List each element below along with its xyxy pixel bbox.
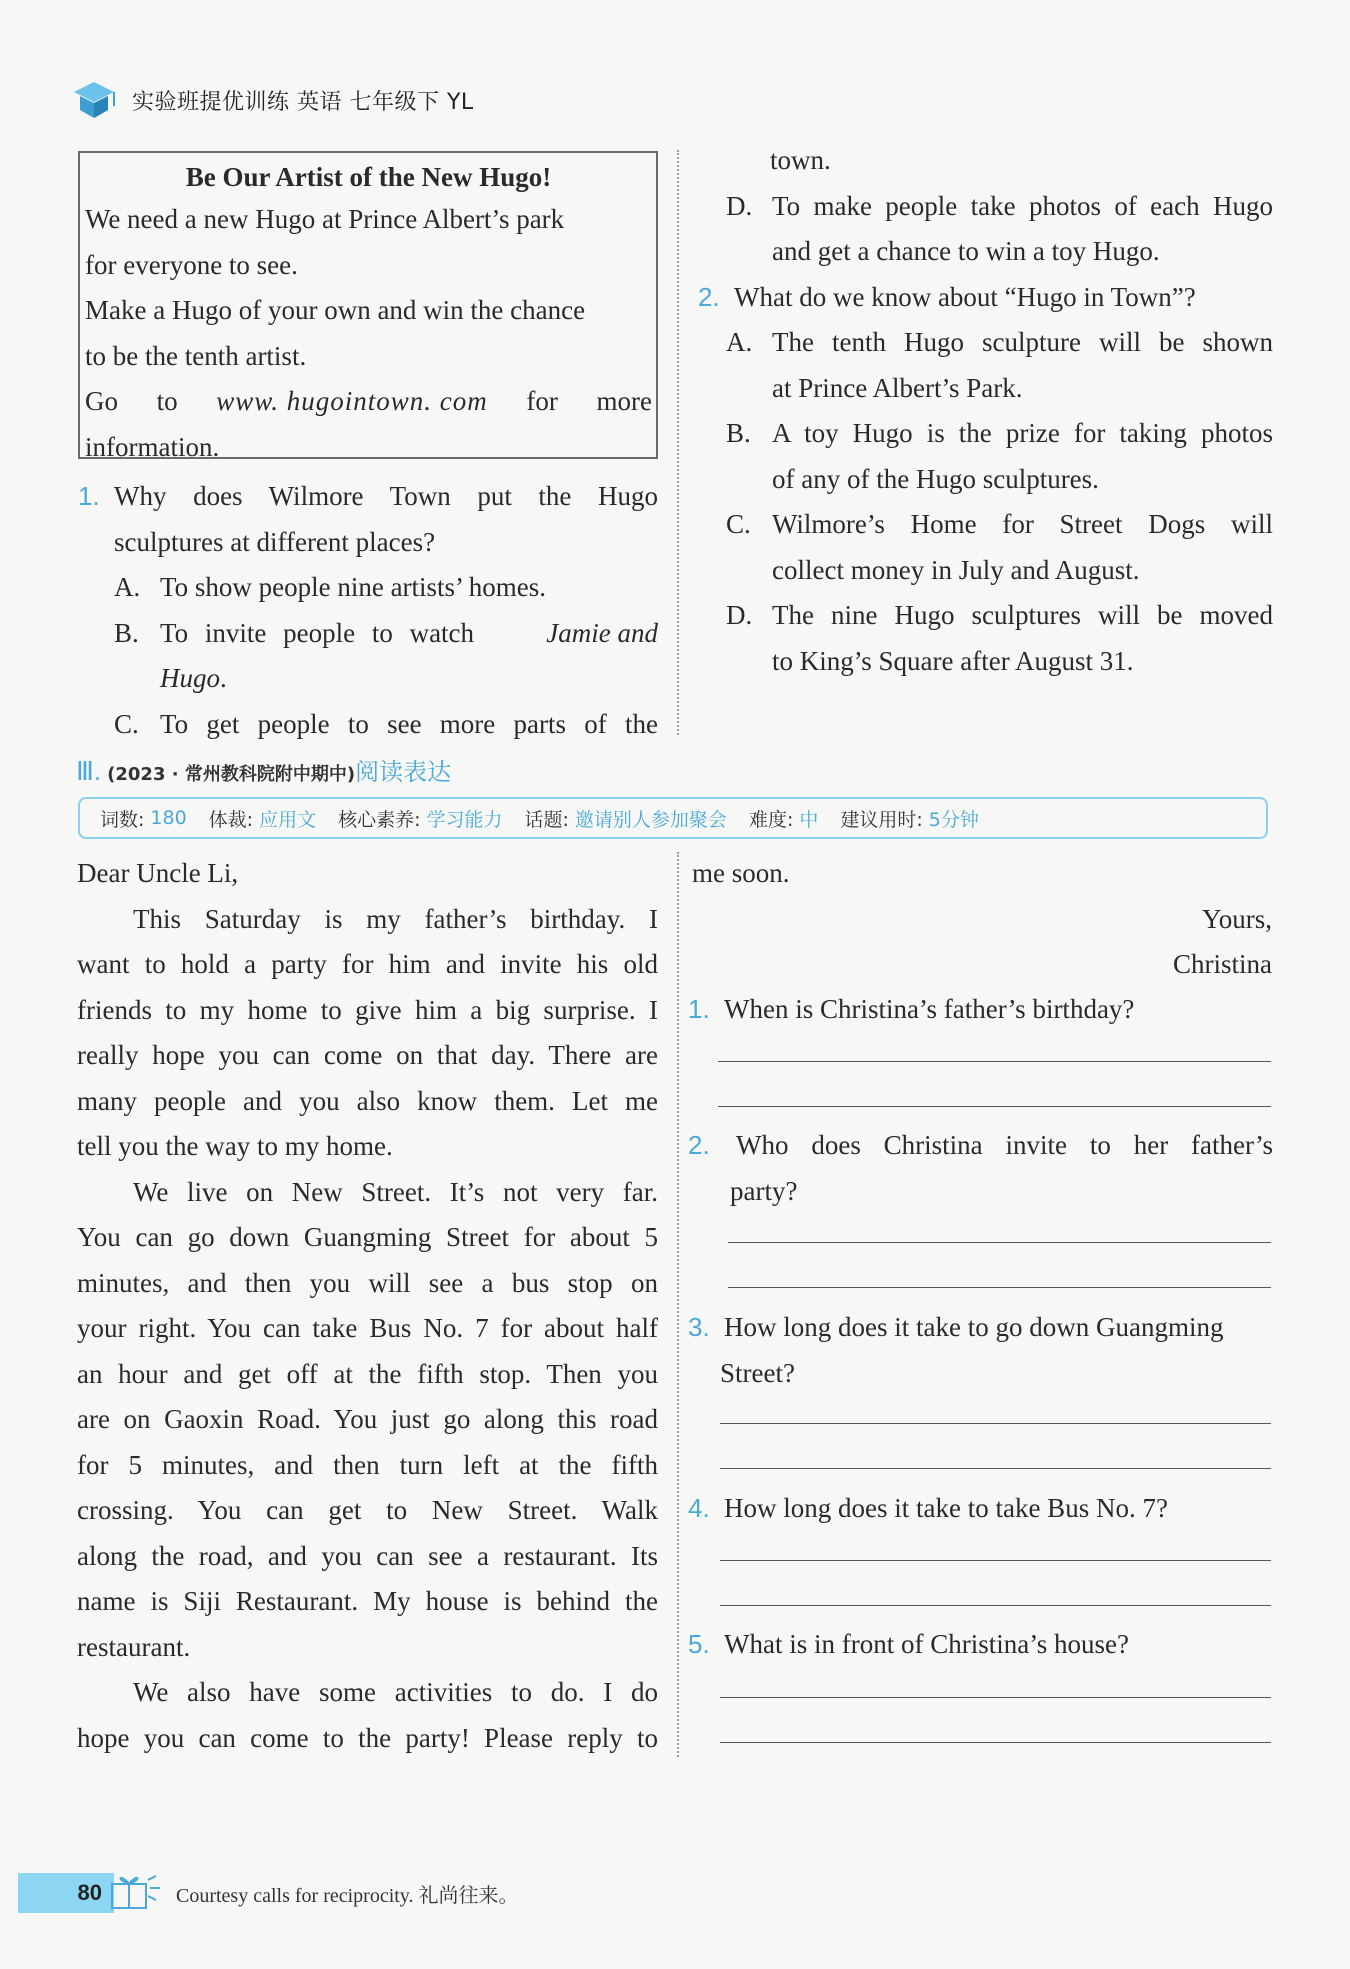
option-b	[698, 411, 1273, 457]
option-c-cont: town.	[770, 145, 831, 175]
option-text: of any of the Hugo sculptures.	[772, 463, 1099, 494]
question-text: What is in front of Christina’s house?	[724, 1629, 1129, 1659]
option-label: A.	[114, 572, 141, 602]
question-text: Who does Christina invite to her father’s	[736, 1130, 1273, 1160]
letter-line: are on Gaoxin Road. You just go along this road	[77, 1404, 658, 1434]
option-d	[698, 593, 1273, 639]
answer-line[interactable]	[720, 1468, 1271, 1469]
notice-word: Go	[85, 386, 118, 416]
reading-question-4	[688, 1486, 1273, 1532]
question-text: Why does Wilmore Town put the Hugo	[114, 481, 658, 511]
letter-line: restaurant.	[77, 1631, 191, 1662]
question-number: 5.	[688, 1629, 710, 1659]
notice-url-line	[85, 379, 652, 425]
reading-question-3	[688, 1305, 1273, 1396]
option-text: collect money in July and August.	[772, 554, 1140, 585]
column-divider-bottom	[677, 852, 679, 1757]
option-text: To get people to see more parts of the	[160, 708, 658, 739]
notice-heading: Be Our Artist of the New Hugo!	[185, 162, 552, 192]
option-text-italic: Hugo	[160, 663, 220, 693]
section-source: (2023 · 常州教科院附中期中)	[107, 764, 356, 785]
info-key: 建议用时:	[840, 808, 923, 831]
option-b	[78, 611, 658, 657]
letter-line: me soon.	[692, 858, 790, 888]
option-text: To make people take photos of each Hugo	[772, 190, 1273, 221]
reading-question-2	[688, 1123, 1273, 1214]
question-1-block	[78, 474, 658, 747]
option-text: at Prince Albert’s Park.	[772, 372, 1023, 403]
letter-line: many people and you also know them. Let me	[77, 1085, 658, 1116]
letter-line: friends to my home to give him a big surprise. I	[77, 994, 658, 1025]
option-b-cont	[78, 656, 658, 702]
notice-line: to be the tenth artist.	[85, 340, 307, 371]
answer-line[interactable]	[720, 1605, 1271, 1606]
info-key: 话题:	[524, 808, 569, 831]
option-c	[78, 702, 658, 748]
letter-line: You can go down Guangming Street for about 5	[77, 1222, 658, 1252]
info-key: 难度:	[748, 808, 794, 831]
answer-line[interactable]	[720, 1742, 1271, 1743]
option-a	[78, 565, 658, 611]
section-name: 阅读表达	[355, 758, 452, 786]
answer-line[interactable]	[718, 1061, 1271, 1062]
info-value: 邀请别人参加聚会	[574, 808, 727, 831]
letter	[77, 851, 658, 1761]
page-header	[70, 78, 474, 122]
answer-line[interactable]	[728, 1287, 1271, 1288]
info-key: 词数:	[100, 808, 145, 831]
letter-line: your right. You can take Bus No. 7 for about half	[77, 1313, 658, 1343]
info-value: 学习能力	[426, 808, 503, 831]
question-text: Street?	[720, 1357, 795, 1388]
option-label: A.	[726, 327, 753, 357]
option-label: C.	[726, 509, 751, 539]
option-text-part: .	[220, 663, 227, 693]
letter-line: an hour and get off at the fifth stop. Then you	[77, 1358, 658, 1389]
page-footer	[18, 1870, 519, 1916]
letter-line: really hope you can come on that day. There are	[77, 1040, 658, 1070]
question-number: 4.	[688, 1493, 710, 1523]
notice-word: to	[156, 386, 178, 416]
question-number: 1.	[78, 481, 100, 511]
option-d	[698, 184, 1273, 230]
answer-line[interactable]	[720, 1697, 1271, 1698]
option-label: C.	[114, 708, 139, 739]
question-text: How long does it take to take Bus No. 7?	[724, 1493, 1168, 1523]
option-text: To show people nine artists’ homes.	[160, 572, 547, 602]
book-icon	[70, 78, 118, 122]
info-value: 中	[799, 808, 819, 831]
option-text: The nine Hugo sculptures will be moved	[772, 600, 1273, 630]
option-text: to King’s Square after August 31.	[772, 645, 1134, 676]
section-number: Ⅲ.	[76, 756, 102, 786]
letter-signature: Christina	[1173, 949, 1272, 979]
option-text: The tenth Hugo sculpture will be shown	[772, 327, 1273, 357]
letter-closing: Yours,	[1201, 903, 1272, 934]
gift-doodle-icon	[104, 1870, 164, 1916]
letter-line: along the road, and you can see a restaurant. Its	[77, 1540, 658, 1571]
question-text: sculptures at different places?	[114, 526, 436, 557]
book-title: 实验班提优训练 英语 七年级下 YL	[132, 89, 474, 115]
option-text	[160, 611, 658, 657]
letter-line: We also have some activities to do. I do	[133, 1677, 658, 1707]
notice-word: for	[526, 386, 558, 416]
info-value: 5分钟	[928, 808, 979, 831]
question-text: What do we know about “Hugo in Town”?	[734, 281, 1196, 312]
notice-line: information.	[85, 431, 220, 462]
letter-line: This Saturday is my father’s birthday. I	[133, 903, 658, 934]
letter-line: hope you can come to the party! Please reply to	[77, 1722, 658, 1753]
option-label: D.	[726, 190, 753, 221]
info-value: 应用文	[259, 808, 317, 831]
notice-box	[78, 151, 658, 462]
question-number: 2.	[698, 281, 720, 312]
answer-line[interactable]	[718, 1106, 1271, 1107]
answer-line[interactable]	[720, 1560, 1271, 1561]
letter-line: minutes, and then you will see a bus stop on	[77, 1267, 658, 1298]
option-c	[698, 502, 1273, 548]
info-key: 核心素养:	[338, 808, 421, 831]
letter-line: We live on New Street. It’s not very far.	[133, 1176, 658, 1207]
question-number: 2.	[688, 1130, 710, 1160]
letter-end-and-questions	[692, 851, 1272, 988]
answer-line[interactable]	[728, 1242, 1271, 1243]
letter-line: crossing. You can get to New Street. Walk	[77, 1495, 658, 1525]
option-text: A toy Hugo is the prize for taking photos	[772, 418, 1273, 448]
question-text: party?	[730, 1175, 798, 1206]
reading-question-1	[688, 987, 1273, 1033]
option-text: Wilmore’s Home for Street Dogs will	[772, 509, 1273, 539]
letter-line: for 5 minutes, and then turn left at the fifth	[77, 1449, 658, 1480]
option-label: B.	[726, 418, 751, 448]
notice-word: more	[596, 386, 652, 416]
notice-url: www. hugointown. com	[216, 386, 488, 416]
question-text: How long does it take to go down Guangming	[724, 1312, 1224, 1342]
notice-line: Make a Hugo of your own and win the chance	[85, 295, 586, 325]
question-text: When is Christina’s father’s birthday?	[724, 994, 1135, 1024]
letter-line: name is Siji Restaurant. My house is behind the	[77, 1586, 658, 1616]
footer-motto: Courtesy calls for reciprocity. 礼尚往来。	[176, 1884, 519, 1907]
info-value: 180	[150, 807, 187, 829]
letter-greeting: Dear Uncle Li,	[77, 858, 239, 888]
option-a	[698, 320, 1273, 366]
option-text-italic: Jamie and	[546, 617, 658, 648]
question-2	[698, 275, 1273, 321]
option-label: D.	[726, 600, 753, 630]
info-bar	[78, 797, 1268, 839]
notice-line: for everyone to see.	[85, 249, 298, 280]
question-number: 1.	[688, 994, 710, 1024]
option-text-part: To invite people to watch	[160, 617, 475, 648]
question-right-block	[698, 142, 1273, 684]
letter-line: tell you the way to my home.	[77, 1131, 393, 1161]
option-d-cont: and get a chance to win a toy Hugo.	[772, 236, 1160, 266]
notice-line: We need a new Hugo at Prince Albert’s park	[85, 204, 565, 234]
section-title	[76, 752, 451, 787]
column-divider-top	[677, 150, 679, 735]
answer-line[interactable]	[720, 1423, 1271, 1424]
info-key: 体裁:	[208, 808, 254, 831]
reading-question-5	[688, 1622, 1273, 1668]
option-label: B.	[114, 617, 139, 648]
page-number: 80	[18, 1873, 114, 1913]
letter-line: want to hold a party for him and invite his old	[77, 949, 658, 979]
question-number: 3.	[688, 1312, 710, 1342]
